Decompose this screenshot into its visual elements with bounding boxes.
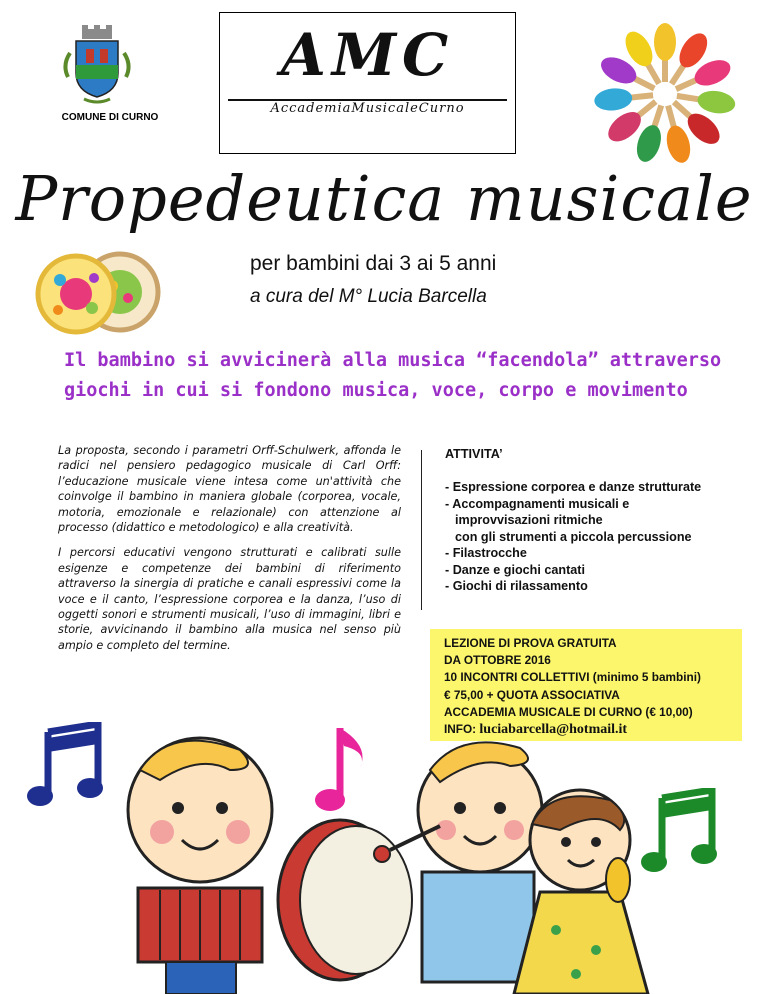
- activity-item: - Espressione corporea e danze strutturate: [445, 480, 702, 494]
- column-divider: [421, 450, 422, 610]
- activities-title: ATTIVITA’: [445, 447, 503, 461]
- activity-item: - Filastrocche: [445, 546, 527, 560]
- description-paragraph-1: La proposta, secondo i parametri Orff-Schulwerk, affonda le radici nel pensiero pedagogico musicale di Carl Orff: l’educazione musicale viene intesa come un'attività che coinvolge il bambino in maniera globale (corporea, vocale, motoria, emozionale e relazionale) con attenzione al processo (didattico e metodologico) e alla creatività.: [58, 444, 401, 535]
- logo-subtitle: AccademiaMusicaleCurno: [270, 101, 465, 116]
- maracas-illustration: [580, 14, 750, 174]
- info-label: INFO:: [444, 722, 480, 737]
- description-column: [58, 443, 401, 663]
- curator-line: a cura del M° Lucia Barcella: [250, 286, 487, 307]
- info-line: € 75,00 + QUOTA ASSOCIATIVA: [444, 687, 620, 702]
- info-line: DA OTTOBRE 2016: [444, 653, 551, 668]
- page-title: Propedeutica musicale: [15, 162, 753, 235]
- comune-label: COMUNE DI CURNO: [61, 112, 159, 123]
- description-paragraph-2: I percorsi educativi vengono strutturati e calibrati sulle esigenze e competenze dei bambini di riferimento attraverso la sinergia di pratiche e canali espressivi come la voce e il canto, l’espressione corporea e la danza, l’uso di oggetti sonori e strumenti musicali, l’uso di immagini, libri e storie, avvicinando il bambino alla musica nel senso più ampio e completo del termine.: [58, 546, 401, 652]
- subtitle: per bambini dai 3 ai 5 anni: [250, 252, 497, 275]
- logo-mark: AMC: [280, 21, 455, 89]
- amc-logo: [219, 12, 516, 154]
- activity-item: - Danze e giochi cantati: [445, 562, 585, 577]
- activities-list: [445, 479, 745, 595]
- activity-item: improvvisazioni ritmiche: [455, 513, 603, 527]
- info-line: ACCADEMIA MUSICALE DI CURNO (€ 10,00): [444, 704, 693, 719]
- lead-line-1: Il bambino si avvicinerà alla musica “facendola” attraverso: [64, 350, 722, 371]
- children-illustration: [100, 730, 660, 994]
- info-line: LEZIONE DI PROVA GRATUITA: [444, 636, 617, 650]
- tambourines-illustration: [30, 250, 165, 335]
- activity-item: - Giochi di rilassamento: [445, 579, 588, 593]
- lead-line-2: giochi in cui si fondono musica, voce, corpo e movimento: [64, 380, 688, 401]
- activity-item: - Accompagnamenti musicali e: [445, 496, 630, 511]
- activities-column: [445, 447, 745, 595]
- music-note-icon: [26, 722, 106, 812]
- email-link[interactable]: luciabarcella@hotmail.it: [479, 722, 628, 738]
- lead-statement: [64, 346, 754, 406]
- info-box: [430, 629, 742, 741]
- activity-item: con gli strumenti a piccola percussione: [455, 529, 692, 544]
- crest-icon: [62, 25, 132, 105]
- info-line: 10 INCONTRI COLLETTIVI (minimo 5 bambini): [444, 670, 701, 685]
